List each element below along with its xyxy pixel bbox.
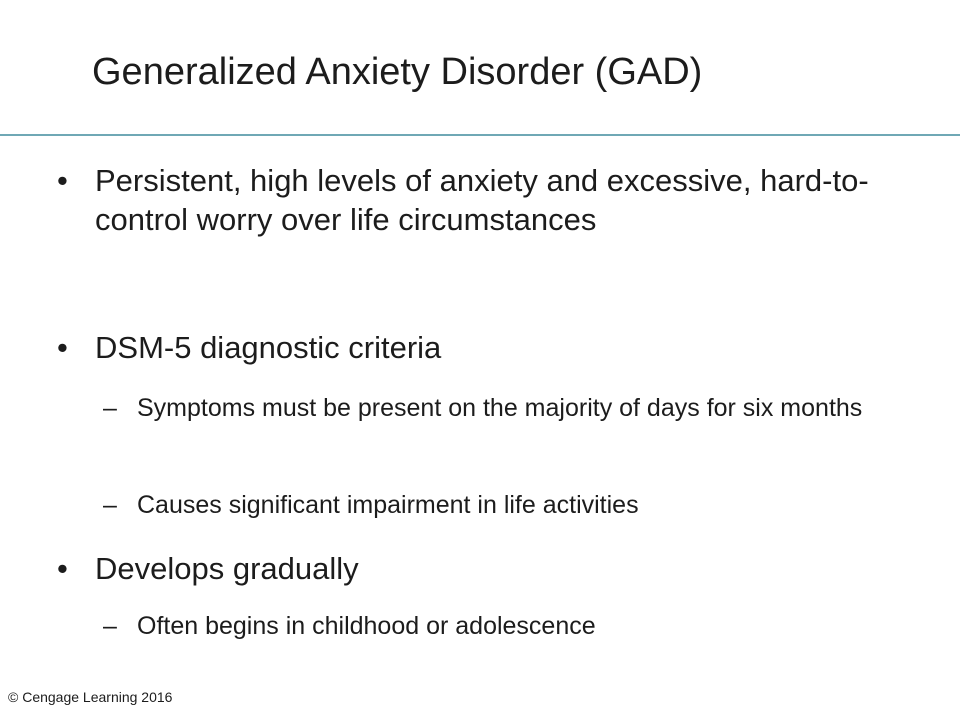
bullet-text: Persistent, high levels of anxiety and excessive, hard-to-control worry over life circumstances xyxy=(95,163,869,237)
copyright-footer: © Cengage Learning 2016 xyxy=(8,689,173,705)
sub-bullet-text: Causes significant impairment in life activities xyxy=(137,491,639,519)
bullet-text: DSM-5 diagnostic criteria xyxy=(95,330,442,365)
sub-bullet-mark: – xyxy=(103,612,117,640)
sub-bullet-text: Often begins in childhood or adolescence xyxy=(137,612,596,640)
sub-bullet-item xyxy=(103,610,897,642)
sub-bullet-text: Symptoms must be present on the majority of days for six months xyxy=(137,394,863,422)
bullet-item xyxy=(57,549,885,588)
bullet-mark: • xyxy=(57,330,68,365)
sub-bullet-mark: – xyxy=(103,491,117,519)
sub-bullet-mark: – xyxy=(103,394,117,422)
bullet-mark: • xyxy=(57,163,68,198)
bullet-mark: • xyxy=(57,551,68,586)
bullet-text: Develops gradually xyxy=(95,551,359,586)
sub-bullet-item xyxy=(103,392,897,424)
bullet-item xyxy=(57,161,885,239)
sub-bullet-item xyxy=(103,489,897,521)
bullet-item xyxy=(57,328,885,367)
slide-title: Generalized Anxiety Disorder (GAD) xyxy=(92,51,703,93)
